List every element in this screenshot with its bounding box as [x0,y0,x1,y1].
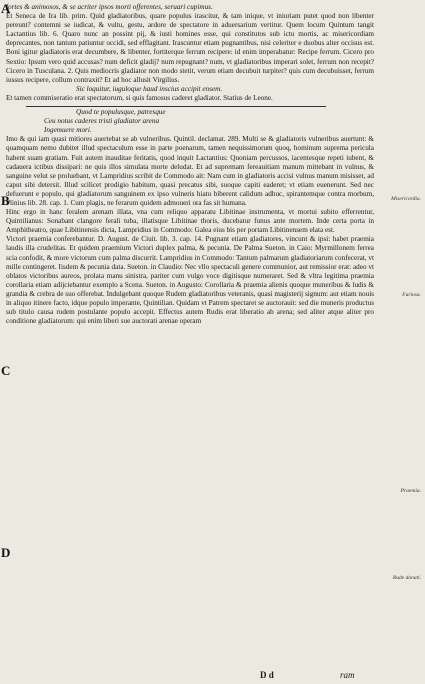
margin-note-praemia: Praemia. [400,488,421,494]
body-text [6,3,374,326]
rule-line [26,106,326,107]
paragraph: Victori praemia conferebantur. D. August. de Ciuit. lib. 3. cap. 14. Pugnant etiam gladiatores, vincunt & ipsi: habet praemia laudis illa crudelitas. Et quidem praemium Victori duplex palma, & pecunia. De Palma Sueton. in Caio: Myrmillonem ferrea scia confodit, & more victorum cum palma discurrit. Lampridius in Commodo: Tantum palmarum gladiatoriarum confecerat, vt mille contingeret. Iisdem & pecunia data. Sueton. in Claudio: Nec vllo spectaculi genere communior, aut remissior erat: adeo vt oblatos victoribus aureos, prolata manu sinistra, pariter cum vulgo voce digitisque numeraret. Sed & vltra legitima praemia corollaria etiam adijciebantur exemplo a Scena. Sueton. in Augusto: Corollaria & praemia alienis quoque muneribus & ludis & grandia & crebra de suo offerebat. Indulgebant quoque Rudem gladiatoribus veteranis, quasi magisterij signum: aut etiam nouis in aliquo itinere facto, idque populo imperante, Quintilian. Quidam vt Patrem spectaret se auctorauit: sed die muneris productus sub titulo causa rudem postulante populo accepit. Effectus autem Rudis erat liberatio ab arena; sed aliter atque aliter pro conditione gladiatorum: qui enim liberi sue auctorati arenae operam [6,235,374,326]
section-marker-d: D [1,545,11,560]
paragraph: Quod te populusque, patresque [76,108,166,117]
paragraph: Hinc ergo in hanc feralem arenam illata, vna cum reliquo apparatu Libitinae instrumenta, vt mortui subito efferrentur, Quintilianus: Sonabant clangore ferali tuba, illatisque Libitinae thoris, ducebatur funus ante mortem. Inde certa porta in Amphitheatro, quae Libitinensis dicta, Lampridius in Commodo: Galea eius bis per portam Libitinensem elata est. [6,208,374,235]
paragraph: Et Seneca de Ira lib. prim. Quid gladiatoribus, quare populus irascitur, & tam inique, vt iniuriam putet quod non libenter pereunt? contemni se iudicat, & vultu, gestu, ardore de spectatore in aduersarium vertitur. Quem locum Quintum tangit Lactantius lib. 6. Quaro nunc an possint pij, & iusti homines esse, qui constitutos sub ictu mortis, ac misericordiam deprecantes, non tantum patiuntur occidi, sed efflagitant. Irascuntur etiam pugnantibus, nisi celeriter e duobus alter occisus est. Boni igitur gladiatoris erat decumbere, & libenter, fortiterque ferrum recipere: id enim imperabatur: Recipe ferrum. Cicero pro Sextio: Ipsum vero quid accusas? num deficit gladij? num repugnant? num, vt gladiatoribus imperari solet, ferrum non recepit? Cicero in Tusculana. 2. Quis mediocris gladiator non modo stetit, verum etiam decubuit turpiter? quis cum decubuisset, ferrum iussus recipere, collum contraxit? Et ad hoc allusit Virgilius. [6,12,374,84]
paragraph: Sic loquitur, iuguloque haud inscius accipit ensem. [76,84,223,93]
signature-mark: D d [260,670,274,680]
paragraph: Ceu notus caderes tristi gladiator arena [44,117,160,126]
paragraph: Et tamen commiseratio erat spectatorum, si quis famosus caderet gladiator. Statius de Leone. [6,93,273,102]
section-marker-a: A [1,1,11,16]
margin-note-furiosa: Furiosa. [402,292,421,298]
paragraph: Imo & qui iam quasi mitiores auertebat se ab vulneribus. Quintil. declamat. 289. Multi se & gladiatoris vulneribus auertunt: & quamquam nemo dubitet illud spectaculum esse in parte poenarum, tamen nequissimorum quoq, hominum suprema pericula habent suam gratiam. Fuit autem inauditae feritatis, quod inquit Lactantius: Quoniam percussos, iacentesque repeti iubent, & cadauera ictibus dissipari: ne quis illos simulata morte deludat. Et ad supremam fereauitiam manum mittebant in vulnus, & sanguine velut se proluebant, vt Lampridius scribit de Commodo ait: Nam cum in gladiatoris accisi vulnus manum misisset, ad caput sibi detersit. Illud scilicet prodigio habitum, quasi precatus sibi, suoque capiti eaderet; vt etiam euenerunt. Sed nec defuerunt e populo, qui gladiatorum sanguinem ex ipso vulneris hiatu biberent calidum adhuc, spirantemque contra morbum, Plinius lib. 28. cap. 1. Cum plagis, ne ferarum quidem admoueri ora fas sit humana. [6,135,374,207]
section-marker-b: B [1,193,10,208]
margin-note-rude-donati: Rude donati. [392,575,421,581]
paragraph: fortes & animosos, & se acriter ipsos morti offerentes, seruari cupimus. [6,3,213,11]
paragraph: Ingemuere mori. [44,126,92,135]
catchword: ram [340,670,355,680]
section-marker-c: C [1,363,11,378]
margin-note-misericordia: Misericordia. [391,196,421,202]
